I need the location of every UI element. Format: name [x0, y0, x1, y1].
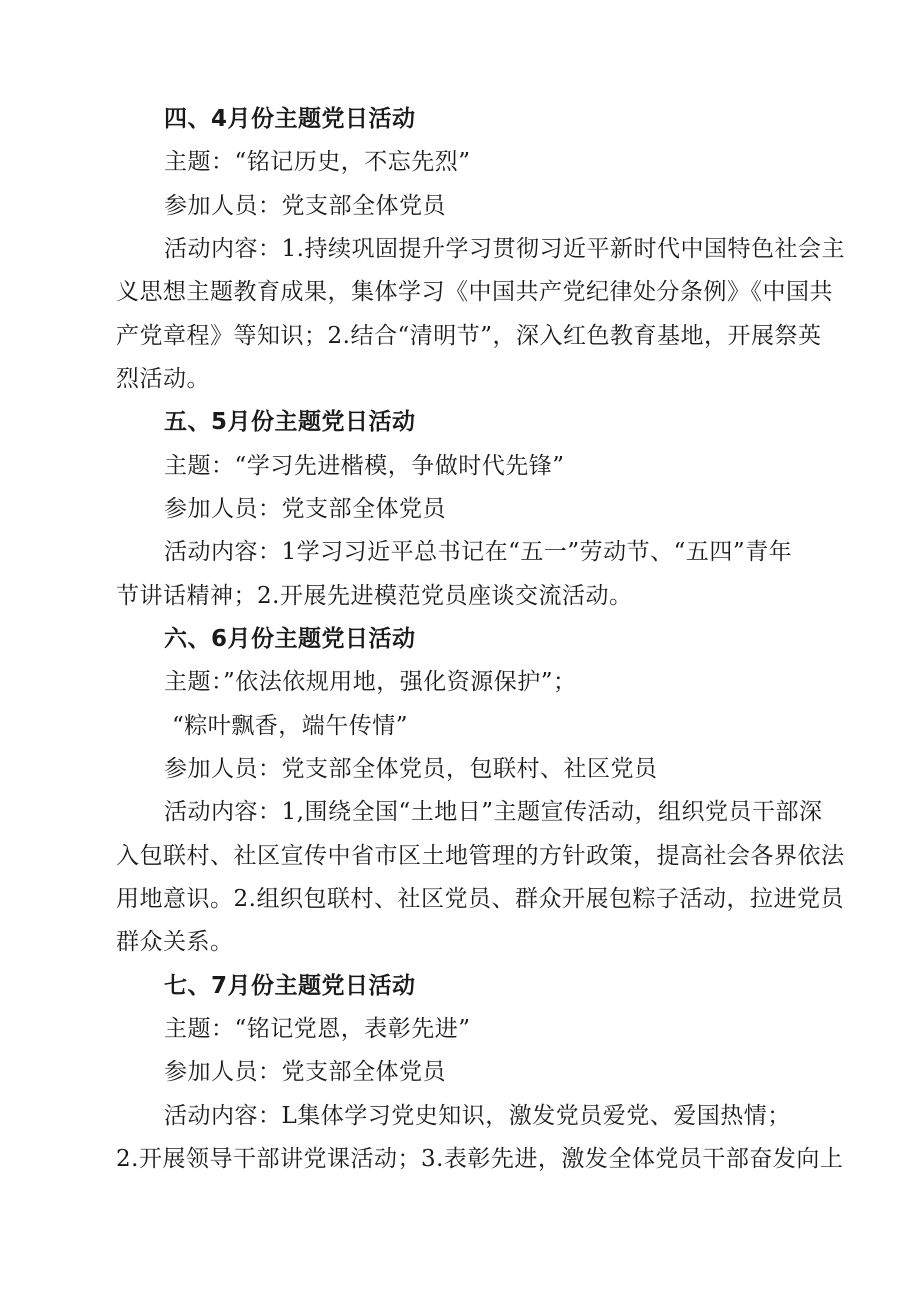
section-6-content-line: 入包联村、社区宣传中省市区土地管理的方针政策，提高社会各界依法	[116, 843, 845, 869]
section-7-participants: 参加人员：党支部全体党员	[164, 1059, 446, 1085]
section-4-heading: 四、4月份主题党日活动	[164, 106, 416, 132]
section-4-content-line: 烈活动。	[116, 366, 210, 392]
section-5-participants: 参加人员：党支部全体党员	[164, 496, 446, 522]
section-4-content-line: 义思想主题教育成果，集体学习《中国共产党纪律处分条例》《中国共	[116, 279, 833, 305]
section-7-heading: 七、7月份主题党日活动	[164, 973, 416, 999]
section-4-content-line: 活动内容：1.持续巩固提升学习贯彻习近平新时代中国特色社会主	[164, 236, 845, 262]
section-4-theme: 主题：“铭记历史，不忘先烈”	[164, 149, 471, 175]
section-7-theme: 主题：“铭记党恩，表彰先进”	[164, 1016, 471, 1042]
section-6-heading: 六、6月份主题党日活动	[164, 626, 416, 652]
section-6-theme-2: “粽叶飘香，端午传情”	[172, 713, 409, 739]
section-7-content-line: 2.开展领导干部讲党课活动；3.表彰先进，激发全体党员干部奋发向上	[116, 1146, 844, 1172]
section-5-heading: 五、5月份主题党日活动	[164, 409, 416, 435]
section-6-content-line: 活动内容：1,围绕全国“土地日”主题宣传活动，组织党员干部深	[164, 799, 823, 825]
section-5-content-line: 活动内容：1学习习近平总书记在“五一”劳动节、“五四”青年	[164, 539, 793, 565]
section-4-content-line: 产党章程》等知识；2.结合“清明节”，深入红色教育基地，开展祭英	[116, 323, 822, 349]
section-4-participants: 参加人员：党支部全体党员	[164, 193, 446, 219]
section-5-content-line: 节讲话精神；2.开展先进模范党员座谈交流活动。	[116, 583, 633, 609]
section-5-theme: 主题：“学习先进楷模，争做时代先锋”	[164, 453, 565, 479]
section-6-theme: 主题：”依法依规用地，强化资源保护”；	[164, 669, 577, 695]
section-6-content-line: 群众关系。	[116, 929, 234, 955]
section-6-content-line: 用地意识。2.组织包联村、社区党员、群众开展包粽子活动，拉进党员	[116, 886, 844, 912]
section-6-participants: 参加人员：党支部全体党员，包联村、社区党员	[164, 756, 658, 782]
section-7-content-line: 活动内容：L集体学习党史知识，激发党员爱党、爱国热情；	[164, 1103, 791, 1129]
